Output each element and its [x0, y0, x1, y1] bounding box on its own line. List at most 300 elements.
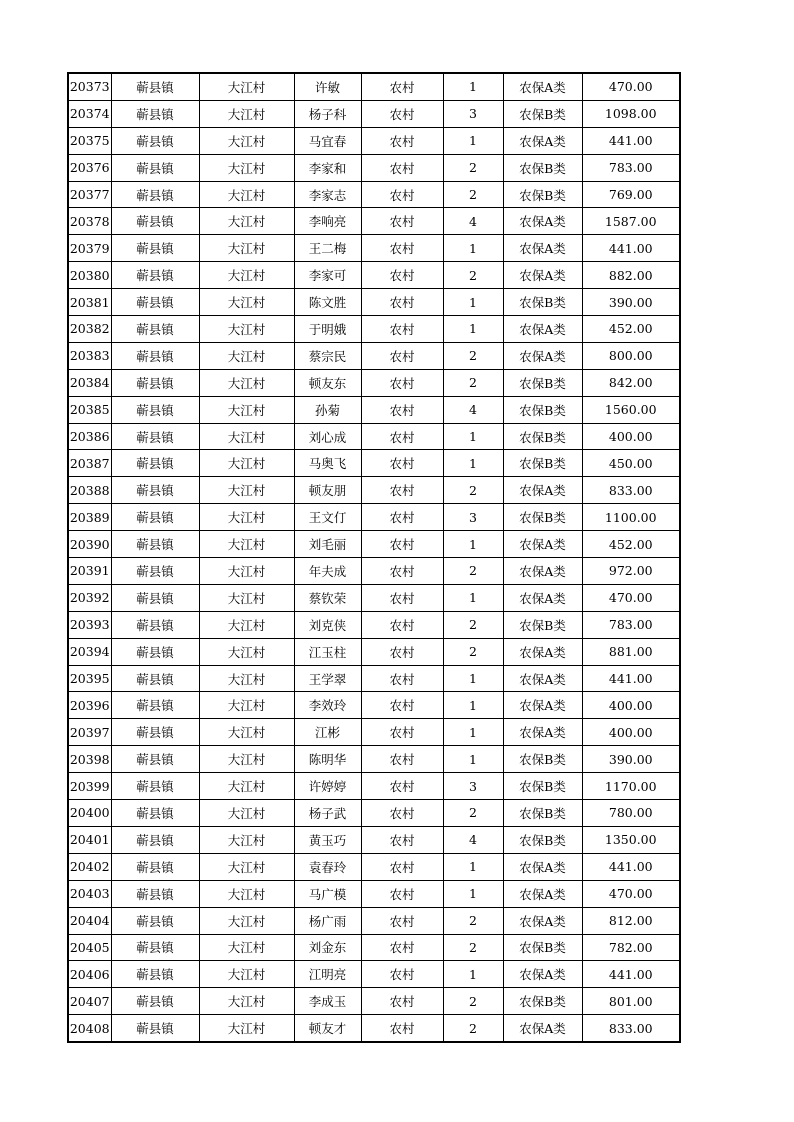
town-cell: 蕲县镇	[111, 961, 199, 988]
village-cell: 大江村	[199, 396, 294, 423]
insurance-category-cell: 农保A类	[503, 127, 582, 154]
table-row	[68, 961, 680, 988]
name-cell: 许婷婷	[294, 773, 361, 800]
household-count-cell: 2	[443, 907, 503, 934]
record-id-cell: 20384	[68, 369, 111, 396]
benefit-table	[67, 72, 681, 1043]
table-row	[68, 289, 680, 316]
village-cell: 大江村	[199, 262, 294, 289]
household-count-cell: 2	[443, 181, 503, 208]
town-cell: 蕲县镇	[111, 773, 199, 800]
record-id-cell: 20379	[68, 235, 111, 262]
insurance-category-cell: 农保B类	[503, 773, 582, 800]
name-cell: 王文仃	[294, 504, 361, 531]
village-cell: 大江村	[199, 154, 294, 181]
village-cell: 大江村	[199, 342, 294, 369]
record-id-cell: 20406	[68, 961, 111, 988]
table-row	[68, 558, 680, 585]
area-type-cell: 农村	[361, 73, 443, 100]
area-type-cell: 农村	[361, 208, 443, 235]
name-cell: 蔡钦荣	[294, 584, 361, 611]
area-type-cell: 农村	[361, 235, 443, 262]
household-count-cell: 1	[443, 746, 503, 773]
record-id-cell: 20405	[68, 934, 111, 961]
insurance-category-cell: 农保A类	[503, 316, 582, 343]
village-cell: 大江村	[199, 611, 294, 638]
record-id-cell: 20388	[68, 477, 111, 504]
record-id-cell: 20395	[68, 665, 111, 692]
area-type-cell: 农村	[361, 342, 443, 369]
area-type-cell: 农村	[361, 638, 443, 665]
village-cell: 大江村	[199, 558, 294, 585]
village-cell: 大江村	[199, 73, 294, 100]
village-cell: 大江村	[199, 127, 294, 154]
name-cell: 刘心成	[294, 423, 361, 450]
area-type-cell: 农村	[361, 127, 443, 154]
household-count-cell: 3	[443, 773, 503, 800]
table-row	[68, 316, 680, 343]
name-cell: 李成玉	[294, 988, 361, 1015]
table-row	[68, 127, 680, 154]
insurance-category-cell: 农保A类	[503, 584, 582, 611]
table-row	[68, 342, 680, 369]
insurance-category-cell: 农保B类	[503, 746, 582, 773]
household-count-cell: 1	[443, 719, 503, 746]
insurance-category-cell: 农保B类	[503, 423, 582, 450]
area-type-cell: 农村	[361, 826, 443, 853]
insurance-category-cell: 农保A类	[503, 262, 582, 289]
village-cell: 大江村	[199, 826, 294, 853]
amount-cell: 842.00	[582, 369, 680, 396]
amount-cell: 882.00	[582, 262, 680, 289]
insurance-category-cell: 农保B类	[503, 396, 582, 423]
name-cell: 顿友朋	[294, 477, 361, 504]
insurance-category-cell: 农保B类	[503, 826, 582, 853]
name-cell: 马广模	[294, 880, 361, 907]
amount-cell: 470.00	[582, 73, 680, 100]
amount-cell: 972.00	[582, 558, 680, 585]
record-id-cell: 20390	[68, 531, 111, 558]
village-cell: 大江村	[199, 181, 294, 208]
household-count-cell: 2	[443, 262, 503, 289]
table-row	[68, 504, 680, 531]
record-id-cell: 20407	[68, 988, 111, 1015]
table-row	[68, 531, 680, 558]
insurance-category-cell: 农保B类	[503, 289, 582, 316]
household-count-cell: 1	[443, 73, 503, 100]
amount-cell: 1170.00	[582, 773, 680, 800]
town-cell: 蕲县镇	[111, 934, 199, 961]
record-id-cell: 20382	[68, 316, 111, 343]
village-cell: 大江村	[199, 853, 294, 880]
household-count-cell: 2	[443, 342, 503, 369]
area-type-cell: 农村	[361, 154, 443, 181]
household-count-cell: 1	[443, 880, 503, 907]
area-type-cell: 农村	[361, 773, 443, 800]
town-cell: 蕲县镇	[111, 342, 199, 369]
village-cell: 大江村	[199, 880, 294, 907]
insurance-category-cell: 农保B类	[503, 181, 582, 208]
area-type-cell: 农村	[361, 692, 443, 719]
village-cell: 大江村	[199, 423, 294, 450]
area-type-cell: 农村	[361, 262, 443, 289]
town-cell: 蕲县镇	[111, 880, 199, 907]
household-count-cell: 1	[443, 665, 503, 692]
amount-cell: 782.00	[582, 934, 680, 961]
amount-cell: 800.00	[582, 342, 680, 369]
area-type-cell: 农村	[361, 558, 443, 585]
household-count-cell: 4	[443, 396, 503, 423]
table-row	[68, 208, 680, 235]
record-id-cell: 20393	[68, 611, 111, 638]
table-row	[68, 719, 680, 746]
record-id-cell: 20380	[68, 262, 111, 289]
area-type-cell: 农村	[361, 423, 443, 450]
village-cell: 大江村	[199, 477, 294, 504]
insurance-category-cell: 农保A类	[503, 853, 582, 880]
amount-cell: 780.00	[582, 800, 680, 827]
amount-cell: 783.00	[582, 611, 680, 638]
area-type-cell: 农村	[361, 369, 443, 396]
household-count-cell: 2	[443, 988, 503, 1015]
insurance-category-cell: 农保B类	[503, 369, 582, 396]
household-count-cell: 2	[443, 1015, 503, 1042]
amount-cell: 783.00	[582, 154, 680, 181]
record-id-cell: 20403	[68, 880, 111, 907]
amount-cell: 400.00	[582, 692, 680, 719]
area-type-cell: 农村	[361, 289, 443, 316]
town-cell: 蕲县镇	[111, 665, 199, 692]
area-type-cell: 农村	[361, 504, 443, 531]
village-cell: 大江村	[199, 907, 294, 934]
table-row	[68, 181, 680, 208]
name-cell: 王学翠	[294, 665, 361, 692]
name-cell: 王二梅	[294, 235, 361, 262]
village-cell: 大江村	[199, 988, 294, 1015]
town-cell: 蕲县镇	[111, 235, 199, 262]
insurance-category-cell: 农保A类	[503, 907, 582, 934]
town-cell: 蕲县镇	[111, 450, 199, 477]
amount-cell: 441.00	[582, 853, 680, 880]
record-id-cell: 20394	[68, 638, 111, 665]
village-cell: 大江村	[199, 961, 294, 988]
amount-cell: 450.00	[582, 450, 680, 477]
record-id-cell: 20376	[68, 154, 111, 181]
town-cell: 蕲县镇	[111, 826, 199, 853]
household-count-cell: 2	[443, 558, 503, 585]
household-count-cell: 3	[443, 100, 503, 127]
amount-cell: 1587.00	[582, 208, 680, 235]
table-row	[68, 853, 680, 880]
household-count-cell: 1	[443, 423, 503, 450]
table-row	[68, 638, 680, 665]
name-cell: 杨广雨	[294, 907, 361, 934]
household-count-cell: 2	[443, 638, 503, 665]
record-id-cell: 20402	[68, 853, 111, 880]
name-cell: 马奥飞	[294, 450, 361, 477]
table-body	[68, 73, 680, 1042]
town-cell: 蕲县镇	[111, 611, 199, 638]
name-cell: 年夫成	[294, 558, 361, 585]
insurance-category-cell: 农保B类	[503, 988, 582, 1015]
table-row	[68, 423, 680, 450]
name-cell: 江彬	[294, 719, 361, 746]
village-cell: 大江村	[199, 316, 294, 343]
table-row	[68, 396, 680, 423]
table-row	[68, 100, 680, 127]
town-cell: 蕲县镇	[111, 531, 199, 558]
town-cell: 蕲县镇	[111, 127, 199, 154]
amount-cell: 441.00	[582, 235, 680, 262]
insurance-category-cell: 农保A类	[503, 73, 582, 100]
amount-cell: 452.00	[582, 316, 680, 343]
insurance-category-cell: 农保A类	[503, 531, 582, 558]
town-cell: 蕲县镇	[111, 181, 199, 208]
village-cell: 大江村	[199, 450, 294, 477]
village-cell: 大江村	[199, 100, 294, 127]
town-cell: 蕲县镇	[111, 692, 199, 719]
household-count-cell: 1	[443, 450, 503, 477]
town-cell: 蕲县镇	[111, 316, 199, 343]
town-cell: 蕲县镇	[111, 396, 199, 423]
area-type-cell: 农村	[361, 853, 443, 880]
name-cell: 顿友才	[294, 1015, 361, 1042]
table-row	[68, 1015, 680, 1042]
village-cell: 大江村	[199, 665, 294, 692]
insurance-category-cell: 农保A类	[503, 235, 582, 262]
amount-cell: 881.00	[582, 638, 680, 665]
amount-cell: 400.00	[582, 423, 680, 450]
amount-cell: 470.00	[582, 880, 680, 907]
table-row	[68, 826, 680, 853]
area-type-cell: 农村	[361, 719, 443, 746]
name-cell: 杨子武	[294, 800, 361, 827]
village-cell: 大江村	[199, 504, 294, 531]
record-id-cell: 20396	[68, 692, 111, 719]
table-row	[68, 450, 680, 477]
town-cell: 蕲县镇	[111, 638, 199, 665]
village-cell: 大江村	[199, 934, 294, 961]
town-cell: 蕲县镇	[111, 73, 199, 100]
insurance-category-cell: 农保A类	[503, 208, 582, 235]
village-cell: 大江村	[199, 531, 294, 558]
name-cell: 袁春玲	[294, 853, 361, 880]
amount-cell: 441.00	[582, 961, 680, 988]
area-type-cell: 农村	[361, 531, 443, 558]
record-id-cell: 20408	[68, 1015, 111, 1042]
town-cell: 蕲县镇	[111, 504, 199, 531]
table-row	[68, 988, 680, 1015]
town-cell: 蕲县镇	[111, 1015, 199, 1042]
amount-cell: 400.00	[582, 719, 680, 746]
table-row	[68, 773, 680, 800]
insurance-category-cell: 农保B类	[503, 100, 582, 127]
amount-cell: 1098.00	[582, 100, 680, 127]
table-row	[68, 665, 680, 692]
record-id-cell: 20389	[68, 504, 111, 531]
table-row	[68, 235, 680, 262]
household-count-cell: 1	[443, 316, 503, 343]
village-cell: 大江村	[199, 746, 294, 773]
name-cell: 蔡宗民	[294, 342, 361, 369]
town-cell: 蕲县镇	[111, 800, 199, 827]
area-type-cell: 农村	[361, 181, 443, 208]
insurance-category-cell: 农保A类	[503, 719, 582, 746]
record-id-cell: 20383	[68, 342, 111, 369]
record-id-cell: 20392	[68, 584, 111, 611]
household-count-cell: 1	[443, 692, 503, 719]
insurance-category-cell: 农保A类	[503, 477, 582, 504]
area-type-cell: 农村	[361, 934, 443, 961]
record-id-cell: 20375	[68, 127, 111, 154]
household-count-cell: 4	[443, 208, 503, 235]
table-row	[68, 154, 680, 181]
amount-cell: 833.00	[582, 477, 680, 504]
table-row	[68, 692, 680, 719]
name-cell: 江明亮	[294, 961, 361, 988]
household-count-cell: 1	[443, 531, 503, 558]
name-cell: 江玉柱	[294, 638, 361, 665]
amount-cell: 1100.00	[582, 504, 680, 531]
insurance-category-cell: 农保A类	[503, 692, 582, 719]
insurance-category-cell: 农保A类	[503, 342, 582, 369]
name-cell: 陈明华	[294, 746, 361, 773]
area-type-cell: 农村	[361, 746, 443, 773]
insurance-category-cell: 农保B类	[503, 504, 582, 531]
table-row	[68, 800, 680, 827]
name-cell: 顿友东	[294, 369, 361, 396]
name-cell: 杨子科	[294, 100, 361, 127]
amount-cell: 801.00	[582, 988, 680, 1015]
insurance-category-cell: 农保A类	[503, 558, 582, 585]
table-row	[68, 369, 680, 396]
household-count-cell: 2	[443, 369, 503, 396]
record-id-cell: 20377	[68, 181, 111, 208]
record-id-cell: 20397	[68, 719, 111, 746]
town-cell: 蕲县镇	[111, 262, 199, 289]
name-cell: 李家可	[294, 262, 361, 289]
household-count-cell: 2	[443, 477, 503, 504]
name-cell: 许敏	[294, 73, 361, 100]
household-count-cell: 4	[443, 826, 503, 853]
record-id-cell: 20400	[68, 800, 111, 827]
town-cell: 蕲县镇	[111, 289, 199, 316]
insurance-category-cell: 农保B类	[503, 611, 582, 638]
insurance-category-cell: 农保A类	[503, 638, 582, 665]
table-row	[68, 262, 680, 289]
name-cell: 李家志	[294, 181, 361, 208]
area-type-cell: 农村	[361, 1015, 443, 1042]
record-id-cell: 20404	[68, 907, 111, 934]
insurance-category-cell: 农保A类	[503, 665, 582, 692]
area-type-cell: 农村	[361, 665, 443, 692]
name-cell: 黄玉巧	[294, 826, 361, 853]
insurance-category-cell: 农保A类	[503, 1015, 582, 1042]
area-type-cell: 农村	[361, 907, 443, 934]
household-count-cell: 2	[443, 154, 503, 181]
table-row	[68, 611, 680, 638]
area-type-cell: 农村	[361, 100, 443, 127]
area-type-cell: 农村	[361, 880, 443, 907]
area-type-cell: 农村	[361, 988, 443, 1015]
household-count-cell: 1	[443, 289, 503, 316]
amount-cell: 390.00	[582, 289, 680, 316]
name-cell: 刘克侠	[294, 611, 361, 638]
village-cell: 大江村	[199, 719, 294, 746]
area-type-cell: 农村	[361, 611, 443, 638]
record-id-cell: 20391	[68, 558, 111, 585]
record-id-cell: 20385	[68, 396, 111, 423]
record-id-cell: 20399	[68, 773, 111, 800]
area-type-cell: 农村	[361, 316, 443, 343]
record-id-cell: 20386	[68, 423, 111, 450]
town-cell: 蕲县镇	[111, 208, 199, 235]
amount-cell: 1560.00	[582, 396, 680, 423]
amount-cell: 812.00	[582, 907, 680, 934]
town-cell: 蕲县镇	[111, 558, 199, 585]
village-cell: 大江村	[199, 235, 294, 262]
town-cell: 蕲县镇	[111, 584, 199, 611]
household-count-cell: 1	[443, 127, 503, 154]
record-id-cell: 20373	[68, 73, 111, 100]
village-cell: 大江村	[199, 208, 294, 235]
household-count-cell: 3	[443, 504, 503, 531]
insurance-category-cell: 农保A类	[503, 961, 582, 988]
record-id-cell: 20381	[68, 289, 111, 316]
insurance-category-cell: 农保B类	[503, 800, 582, 827]
town-cell: 蕲县镇	[111, 746, 199, 773]
name-cell: 马宜春	[294, 127, 361, 154]
record-id-cell: 20401	[68, 826, 111, 853]
record-id-cell: 20398	[68, 746, 111, 773]
amount-cell: 441.00	[582, 127, 680, 154]
table-row	[68, 746, 680, 773]
name-cell: 刘金东	[294, 934, 361, 961]
name-cell: 刘毛丽	[294, 531, 361, 558]
village-cell: 大江村	[199, 584, 294, 611]
town-cell: 蕲县镇	[111, 423, 199, 450]
insurance-category-cell: 农保B类	[503, 450, 582, 477]
amount-cell: 470.00	[582, 584, 680, 611]
insurance-category-cell: 农保A类	[503, 880, 582, 907]
amount-cell: 1350.00	[582, 826, 680, 853]
area-type-cell: 农村	[361, 584, 443, 611]
town-cell: 蕲县镇	[111, 154, 199, 181]
table-row	[68, 934, 680, 961]
amount-cell: 390.00	[582, 746, 680, 773]
household-count-cell: 1	[443, 961, 503, 988]
town-cell: 蕲县镇	[111, 477, 199, 504]
village-cell: 大江村	[199, 1015, 294, 1042]
village-cell: 大江村	[199, 638, 294, 665]
town-cell: 蕲县镇	[111, 907, 199, 934]
village-cell: 大江村	[199, 773, 294, 800]
name-cell: 陈文胜	[294, 289, 361, 316]
household-count-cell: 2	[443, 800, 503, 827]
town-cell: 蕲县镇	[111, 100, 199, 127]
amount-cell: 769.00	[582, 181, 680, 208]
amount-cell: 833.00	[582, 1015, 680, 1042]
town-cell: 蕲县镇	[111, 853, 199, 880]
table-row	[68, 584, 680, 611]
insurance-category-cell: 农保B类	[503, 934, 582, 961]
record-id-cell: 20387	[68, 450, 111, 477]
town-cell: 蕲县镇	[111, 988, 199, 1015]
area-type-cell: 农村	[361, 800, 443, 827]
table-row	[68, 477, 680, 504]
name-cell: 李响亮	[294, 208, 361, 235]
household-count-cell: 1	[443, 235, 503, 262]
